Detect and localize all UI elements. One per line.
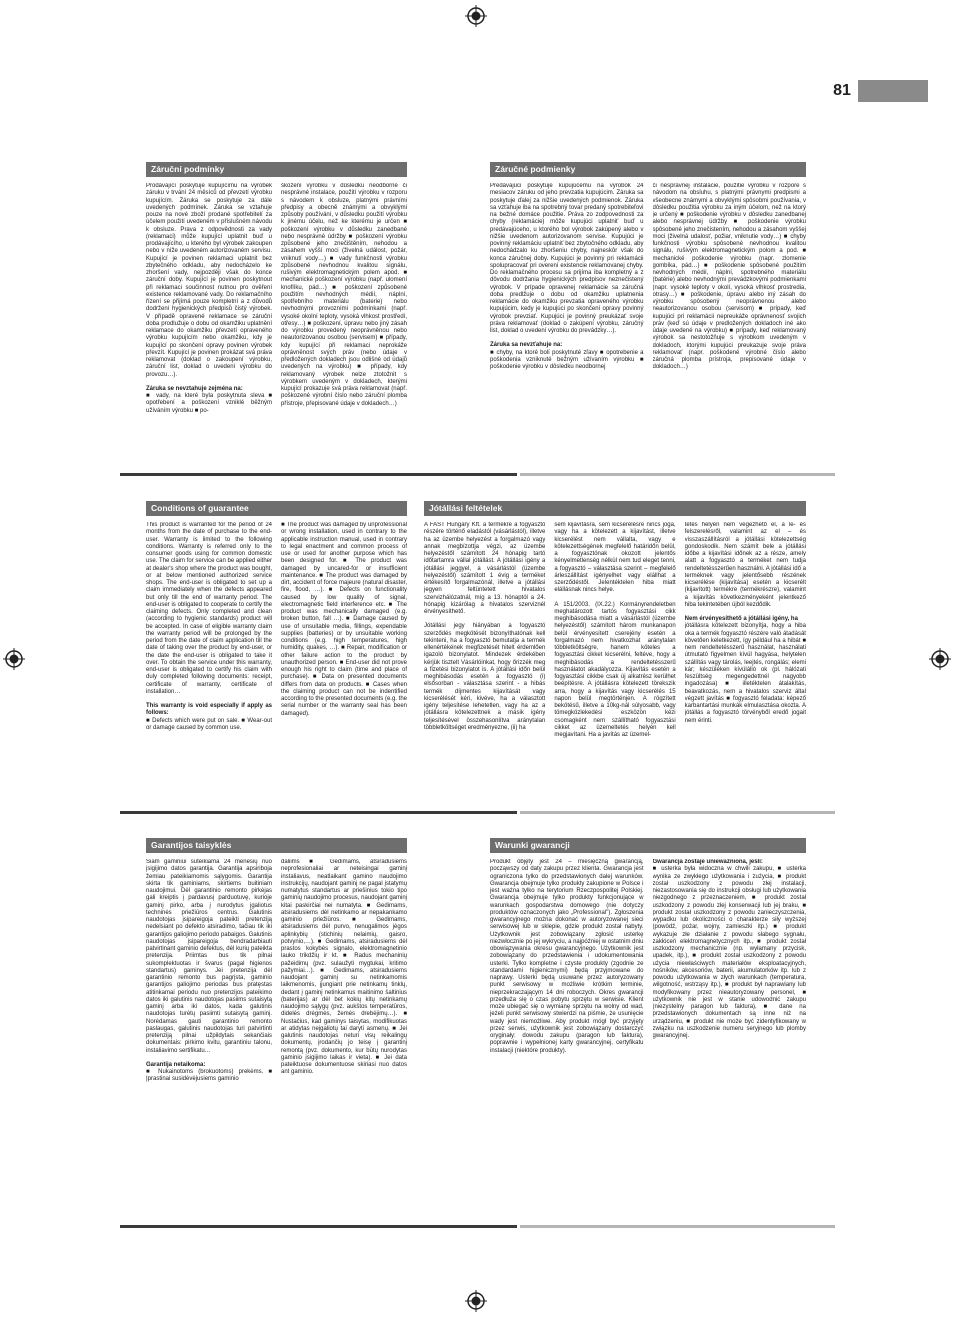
paragraph: A FAST Hungary Kft. a termékre a fogyasztó részére történő eladástól (vásárlástól), illetve ha az üzembe helyezést a forgalmazó vagy annak megbízottja végzi, az üzembe helyezéstől számított 24 hónapig tartó időtartamra vállal jótállást. A jótállási igény a jótállási jeggyel, a vásárlástól (üzembe helyezéstől) számított 1 évig a terméket értékesítő forgalmazónál, illetve a jótállási jegyen feltüntetett hivatalos szervizhálózatnál, míg a 13. hónaptól a 24. hónapig kizárólag a hivatalos szerviznél érvényesíthető. bbox=[424, 522, 546, 615]
text-column bbox=[146, 522, 272, 739]
paragraph: This product is warranted for the period of 24 months from the date of purchase to the end-user. Warranty is limited to the following conditions. Warranty is referred only to the consumer goods using for common domestic use. The claim for service can be applied either at dealer's shop where the product was bought, or at below mentioned authorized service shops. The end-user is obligated to set up a claim immediately when the defects appeared but only till the end of warranty period. The end-user is obligated to cooperate to certify the claiming defects. Only completed and clean (according to hygienic standards) product will be accepted. In case of eligible warranty claim the warranty period will be prolonged by the period from the date of claim application till the date of taking over the product by end-user, or the date the end-user is obligated to take it over. To obtain the service under this warranty, end-user is obligated to certify his claim with duly completed following documents: receipt, certificate of warranty, certificate of installation… bbox=[146, 522, 272, 695]
paragraph: ■ chyby, na ktoré bolí poskytnuté zľavy ■ opotrebenie a poškodenia vzniknuté bežným užívaním výrobku ■ poškodenie výrobku v dôsledku neodbornej bbox=[490, 349, 644, 370]
paragraph: ■ vady, na které byla poskytnuta sleva ■ opotřebení a poškození vzniklé běžným užíváním výrobku ■ po- bbox=[146, 393, 272, 414]
paragraph: škození výrobku v důsledku neodborné či nesprávné instalace, použití výrobku v rozporu s návodem k obsluze, platnými právními předpisy a obecně známými a obvyklými způsoby používání, v důsledku použití výrobku k jinému účelu, než ke kterému je určen ■ poškození výrobku v důsledku zanedbané nebo nesprávné údržby ■ poškození výrobku způsobené jeho znečištěním, nehodou a zásahem vyšší moci (živelná událost, požár, vniknutí vody…) ■ vady funkčnosti výrobku způsobené nevhodnou kvalitou signálu, rušivým elektromagnetickým polem apod. ■ mechanické poškození výrobku (např. ulomení knoflíku, pád…) ■ poškození způsobené použitím nevhodných médií, náplní, spotřebního materiálu (baterie) nebo nevhodnými provozními podmínkami (např. vysoké okolní teploty, vysoká vlhkost prostředí, otřesy…) ■ poškození, úpravu nebo jiný zásah do výrobku provedený neoprávněnou nebo neautorizovanou osobou (servisem) ■ případy, kdy kupující při reklamaci neprokáže oprávněnost svých práv (nebo údaje v předložených dokladech jsou odlišné od údajů uvedených na výrobku) ■ případy, kdy reklamovaný výrobek nelze ztotožnit s výrobkem uvedeným v dokladech, kterými kupující prokazuje svá práva reklamovat (např. poškozené výrobní číslo nebo záruční plomba přístroje, přepisované údaje v dokladech…) bbox=[281, 183, 407, 407]
section-divider bbox=[120, 1225, 835, 1228]
section-cz bbox=[146, 162, 407, 422]
text-column bbox=[554, 522, 675, 746]
text-column bbox=[146, 183, 272, 422]
section-sk bbox=[490, 162, 806, 379]
paragraph: Produkt objęty jest 24 – miesięczną gwarancją, począwszy od daty zakupu przez klienta. Gwarancja jest ograniczona tylko do przedstawionych dalej warunków. Gwarancja obejmuje tylko produkty zakupione w Polsce i jest ważna tylko na terytorium Rzeczpospolitej Polskiej. Gwarancja obejmuje tylko produkty funkcjonujące w warunkach gospodarstwa domowego (nie dotyczy produktów oznaczonych jako „Professional"). Zgłoszenia gwarancyjnego można dokonać w autoryzowanej sieci serwisowej lub w sklepie, gdzie produkt został nabyty. Użytkownik jest zobowiązany zgłosić usterkę niezwłocznie po jej wykryciu, a najpóźniej w ostatnim dniu obowiązywania okresu gwarancyjnego. Użytkownik jest zobowiązany do przedstawienia i udokumentowania usterki. Tylko kompletne i czyste produkty (zgodnie ze standardami higienicznymi) będą przyjmowane do naprawy. Usterki będą usuwane przez autoryzowany punkt serwisowy w możliwie krótkim terminie, nieprzekraczającym 14 dni roboczych. Okres gwarancji przedłuża się o czas pobytu sprzętu w serwisie. Klient może ubiegać się o wymianę sprzętu na wolny od wad, jeżeli punkt serwisowy stwierdzi na piśmie, że usunięcie wady jest niemożliwe. Aby produkt mógł być przyjęty przez serwis, użytkownik jest zobowiązany dostarczyć oryginały: dowodu zakupu (paragon lub faktura), poprawnie i wypełnionej karty gwarancyjnej, certyfikatu instalacji (niektóre produkty). bbox=[490, 859, 644, 1054]
section-title: Garantijos taisyklės bbox=[146, 838, 407, 853]
paragraph-heading: Záruka se nevztahuje zejména na: bbox=[146, 385, 243, 392]
text-column bbox=[653, 183, 807, 379]
paragraph-heading: Nem érvényesíthető a jótállási igény, ha bbox=[684, 616, 798, 622]
section-pl bbox=[490, 838, 806, 1062]
registration-mark-icon bbox=[465, 1290, 487, 1312]
paragraph: ■ Nukainotoms (brokuotoms) prekėms. ■ Įprastinai susidėvėjusiems gaminio bbox=[146, 1069, 272, 1083]
registration-mark-icon bbox=[929, 648, 951, 670]
paragraph: Predávajúci poskytuje kupujúcemu na výrobok 24 mesiacov záruku od jeho prevzatia kupujúcim. Záruka sa poskytuje ďalej za nižšie uvedených podmienok. Záruka sa vzťahuje iba na spotrebný tovar predaný spotrebiteľovi na bežné domáce použitie. Práva zo zodpovednosti za chyby (reklamácie) môže kupujúci uplatniť buď u predávajúceho, u ktorého bol výrobok zakúpený alebo v nižšie uvedenom autorizovanom servise. Kupujúci je povinný reklamáciu uplatniť bez zbytočného odkladu, aby nedochádzalo ku zhoršeniu chyby, najneskôr však do konca záručnej doby. Kupujúci je povinný pri reklamácii spolupracovať pri overení existencie reklamovanej chyby. Do reklamačného procesu sa prijíma iba kompletný a z dôvodu dodržania hygienických predpisov neznečistený výrobok. V prípade opravenej reklamácie sa záručná doba predlžuje o dobu od okamžiku uplatnenia reklamácie do okamžiku prevzatia opraveného výrobku kupujúcim, kedy je kupujúci po skončení opravy povinný výrobok prevziať. Kupujúci je povinný preukázať svoje práva reklamovať (doklad o zakúpení výrobku, záručný list, doklad o uvedení výrobku do prevádzky…). bbox=[490, 183, 644, 334]
section-title: Conditions of guarantee bbox=[146, 501, 407, 516]
text-column bbox=[490, 859, 644, 1062]
paragraph: ■ The product was damaged by unprofessional or wrong installation, used in contrary to the applicable instruction manual, used in contrary to legal enactment and common process of use or used for another purpose which has been designed for. ■ The product was damaged by uncared-for or insufficient maintenance. ■ The product was damaged by dirt, accident of force majeure (natural disaster, fire, flood, …). ■ Defects on functionality caused by low quality of signal, electromagnetic field interference etc. ■ The product was mechanically damaged (e.g. broken button, fall …). ■ Damage caused by use of unsuitable media, fillings, expendable supplies (batteries) or by unsuitable working conditions (e.g. high temperatures, high humidity, quakes, …). ■ Repair, modification or other failure action to the product by unauthorized person. ■ End-user did not prove enough his right to claim (time and place of purchase). ■ Data on presented documents differs from data on products. ■ Cases when the claiming product can not be indentified according to the presented documents (e.g. the serial number or the warranty seal has been damaged). bbox=[281, 522, 407, 717]
paragraph: daliims ■ Gedimams, atsiradusiems neprofesionaliai ar neteisingai gaminį instaliavus, neatlaikant gamino naudojimo instrukcijų, naudojant gaminį ne pagal įstatymų numatytus standartus ar priešinius tokio tipo gaminių naudojimo procesus, naudojant gaminį kitai paskirčiai nei numatyta. ■ Gedimams, atsiradusiems dėl netinkamo ar nepakankamo gaminio priežiūros. ■ Gedimams, atsiradusiems dėl purvo, nenugalimos jėgos aplinkybių (stichinių nelaimių, gaisro, potvynio,…). ■ Gedimams, atsiradusiems dėl prastos kokybės signalo, elektromagnetinio lauko trikdžių ir kt. ■ Radus mechaninių pažeidimų (pvz. sulaužyti mygtukai, kritimo pažymiai…). ■ Gedimams, atsiradusiems naudojant gaminį su netinkamomis laikmenomis, įjungiant prie netinkamų tinklų, dedant į gaminį netinkamus maitinimo šaltinius (baterijas) ar dėl bet kokių kitų netinkamų naudojimo sąlygų (pvz. aukštos temperatūros, didelės drėgmės, žemės drebėjimų…). ■ Nustačius, kad gaminys taisytas, modifikuotas ar atidytas neįgaliotų tai daryti asmenų. ■ Jei galutinis naudotojas neturi visų reikalingų dokumentų, įrodančių jo teisę į garantinį remontą (pvz. dokumento, kur būtų nurodytas gaminio įsigijimo laikas ir vieta). ■ Jei data pateiktuose dokumentuose skiriasi nuo datos ant gaminio. bbox=[281, 859, 407, 1076]
section-hu bbox=[424, 501, 806, 746]
registration-mark-icon bbox=[3, 648, 25, 670]
paragraph: ■ Defects which were put on sale. ■ Wear-out or damage caused by common use. bbox=[146, 717, 272, 731]
paragraph: Šiam gaminiui suteikiama 24 mėnesių nuo įsigijimo datos garantija. Garantija apsiriboja žemiau pateikiamomis sąlygomis. Garantija skirta tik gaminiams, skirtiems buitiniam naudojimui. Dėl garantinio remonto pirkėjas gali kreiptis į pardavusį parduotuvę, kurioje gaminį pirko, arba į nurodytus įgaliotus techninės priežiūros centrus. Galutinis naudotojas įsipareigoja pateikti pretenziją nedelsiant po defekto atsiradimo, tačiau tik iki garantijos galiojimo periodo pabaigos. Galutinis naudotojas įsipareigoja bendradarbiauti patvirtinant gaminio defektus, dėl kurių pateikta pretenzija. Priimtas bus tik pilnai sukomplektuotas ir švarus (pagal higienos standartus) gaminys. Jei pretenzija dėl garantinio remonto bus pagrįsta, gaminio garantijos galiojimo periodas bus pratęstas atitinkamai periodu nuo pretenzijos pateikimo datos iki galutinis naudotojas pasiims sutaisytą gaminį arba iki datos, kada galutinis naudotojas turėtų pasiimti sutaisytą gaminį. Norėdamas gauti garantinio remonto paslaugas, galutinis naudotojas turi patvirtinti pretenziją pilnai užpildytais sekančiais dokumentais: pirkimo kvitu, garantiniu talonu, instaliavimo sertifikatu… bbox=[146, 859, 272, 1054]
text-column bbox=[146, 859, 272, 1091]
paragraph-heading: Záruka sa nevzťahuje na: bbox=[490, 342, 563, 349]
text-column bbox=[490, 183, 644, 379]
page-number-tab bbox=[826, 80, 928, 102]
section-title: Záručné podmienky bbox=[490, 162, 806, 177]
paragraph-heading: Garantija netaikoma: bbox=[146, 1061, 206, 1068]
section-divider bbox=[120, 811, 835, 814]
text-column bbox=[685, 522, 806, 746]
text-column bbox=[281, 859, 407, 1091]
paragraph-heading: Gwarancja zostaje unieważniona, jeśli: bbox=[652, 859, 763, 865]
paragraph: ■ usterka była widoczna w chwili zakupu, ■ usterka wynika ze zwykłego użytkowania i zużycia, ■ produkt został uszkodzony z powodu złej instalacji, niezastosowania się do instrukcji obsługi lub użytkowania niezgodnego z przeznaczeniem, ■ produkt został uszkodzony z powodu złej konserwacji lub jej braku, ■ produkt został uszkodzony z powodu zanieczyszczenia, wypadku lub okoliczności o charakterze siły wyższej (powódź, pożar, wojny, zamieszki itp.) ■ produkt wykazuje złe działanie z powodu słabego sygnału, zakłóceń elektromagnetycznych itp., ■ produkt został uszkodzony mechanicznie (np. wyłamany przycisk, upadek, itp.), ■ produkt został uszkodzony z powodu użycia niewłaściwych materiałów eksploatacyjnych, nośników, akcesoriów, baterii, akumulatorków itp. lub z powodu użytkowania w złych warunkach (temperatura, wilgotność, wstrząsy itp.), ■ produkt był naprawiany lub modyfikowany przez nieautoryzowany personel, ■ użytkownik nie jest w stanie udowodnić zakupu (niezystelny paragon lub faktura), ■ dane na przedstawionych dokumentach są inne niż na urządzeniu, ■ produkt nie może być zidentyfikowany w związku na uszkodzenie numeru seryjnego lub plomby gwarancyjnej. bbox=[652, 866, 806, 1039]
paragraph: A 151/2003. (IX.22.) Kormányrendeletben meghatározott tartós fogyasztási cikk meghibásodása miatt a vásárlástól (üzembe helyezéstől) számított három munkanapon belül érvényesített cserejény esetén a forgalmazó nem hivatkozhat aránytalan többletköltségre, hanem köteles a fogyasztási cikket kicserélni, feltéve, hogy a meghibásodás a rendeltetésszerű használatot akadályozza. Kijavítás esetén a fogyasztási cikkbe csak új alkatrész kerülhet beépítésre. A jótállásra kötelezett törekszik arra, hogy a kijavítás vagy kicserélés 15 napon belül megtörténjen. A rögzített bekötésű, illetve a 10kg-nál súlyosabb, vagy tömegközlekedési eszközön kézi csomagként nem szállítható fogyasztási cikket az üzemeltetés helyén kell megjavítani. Ha a javítás az üzemel- bbox=[554, 601, 676, 738]
section-en bbox=[146, 501, 407, 739]
paragraph: sem kijavításra, sem kicserélésre nincs joga, vagy ha a kötelezett a kijavítást, illetve kicserélést nem vállalta, vagy e kötelezettségének megfelelő határidőn belül, a fogyasztónak okozott jelentős kényelmetlenség nélkül nem tud eleget tenni, a fogyasztó – választása szerint – megfelelő árleszállítást igényelhet vagy elállhat a szerződéstől. Jelentéktelen hiba miatt elállásnak nincs helye. bbox=[554, 522, 676, 594]
paragraph: či nesprávnej inštalácie, použitie výrobku v rozpore s návodom na obsluhu, s platnými právnymi predpismi a všeobecne známymi a obvyklými spôsobmi používania, v dôsledku použitia výrobku za iným účelom, než na ktorý je určený ■ poškodenie výrobku v dôsledku zanedbanej alebo nesprávnej údržby ■ poškodenie výrobku spôsobené jeho znečistením, nehodou a zásahom vyššej moci (živelná udalosť, požiar, vniknutie vody…) ■ chyby funkčnosti výrobku spôsobené nevhodnou kvalitou signálu, rušivým elektromagnetickým polom a pod. ■ mechanické poškodenie výrobku (napr. zlomenie gombíka, pád…) ■ poškodenie spôsobené použitím nevhodných médií, náplní, spotrebného materiálu (batérie) alebo nevhodnými prevádzkovými podmienkami (napr. vysoké teploty v okolí, vysoká vlhkosť prostredia, otrasy…) ■ poškodenie, úpravu alebo iný zásah do výrobku spôsobený neoprávnenou alebo neautorizovanou osobou (servisom) ■ prípady, keď kupujúci pri reklamácii nepreukáže oprávnenosť svojich práv (keď sú údaje v predložených dokladoch iné ako údaje uvedené na výrobku) ■ prípady, keď reklamovaný výrobok sa nestotožňuje s výrobkom uvedeným v dokladoch, ktorými kupujúci preukazuje svoje práva reklamovať (napr. poškodené výrobné číslo alebo záručná plomba prístroja, prepisované údaje v dokladoch…) bbox=[652, 183, 806, 371]
section-divider bbox=[120, 473, 835, 476]
paragraph: Jótállási jegy hiányában a fogyasztó szerződés megkötését bizonyíthatónak kell tekinteni, ha a fogyasztó bemutatja a termék ellenértékének megfizetését hitelt érdemlően igazoló bizonylatot. Mindezek érdekében kérjük tisztelt Vásárlóinkat, hogy őrizzék meg a fizetési bizonylatot is. A jótállási időn belül meghibásodás esetén a fogyasztó (i) elsősorban - választása szerint - a hibás termék díjmentes kijavítását vagy kicserélését kéri, kivéve, ha a választott igény teljesítése lehetetlen, vagy ha az a jótállásra kötelezettnek a másik igény teljesítésével összehasonlítva aránytalan többletköltséget eredményezne, (ii) ha bbox=[424, 623, 546, 731]
section-lt bbox=[146, 838, 407, 1091]
text-column bbox=[653, 859, 807, 1062]
page-number: 81 bbox=[826, 80, 858, 102]
paragraph-heading: This warranty is void especially if apply as follows: bbox=[146, 703, 272, 717]
text-column bbox=[424, 522, 545, 746]
paragraph: jótállásra kötelezett bizonyítja, hogy a hiba oka a termék fogyasztó részére való átadását követően keletkezett, így például ha a hibát ■ nem rendeltetésszerű használat, használati útmutató figyelmen kívül hagyása, helytelen szállítás vagy tárolás, leejtés, rongálás; elemi kár; készüléken kívülálló ok (pl. hálózati feszültség megengedettnél nagyobb ingadozása) ■ illetéktelen átalakítás, beavatkozás, nem a hivatalos szerviz által végzett javítás ■ fogyasztó feladata: képező karbantartási munkák elmulasztása okozta. A jótállás a fogyasztó törvényből eredő jogait nem érinti. bbox=[684, 623, 806, 724]
section-title: Warunki gwarancji bbox=[490, 838, 806, 853]
text-column bbox=[281, 522, 407, 739]
registration-mark-icon bbox=[465, 5, 487, 27]
paragraph: Prodávající poskytuje kupujícímu na výrobek záruku v trvání 24 měsíců od převzetí výrobku kupujícím. Záruka se poskytuje za dále uvedených podmínek. Záruka se vztahuje pouze na nové zboží prodané spotřebitelí za účelem použití uvedeném v příslušném návodu k obsluze. Prava z odpovědnosti za vady (reklamaci) může kupující uplatnit buď u prodávajícího, u kterého byl výrobek zakoupen nebo v níže uvedeném autorizovaném servisu. Kupující je povinen reklamaci uplatnit bez zbytečného odkladu, aby nedocházelo ke zhoršení vady, nejpozději však do konce záruční doby. Kupující je povinen poskytnout při reklamaci součinnost nutnou pro ověření existence reklamované vady. Do reklamačního řízení se přijímá pouze kompletní a z důvodů dodržení hygienických předpisů čistý výrobek. V případě opravené reklamace se záruční doba prodlužuje o dobu od okamžiku uplatnění reklamace do okamžiku převzetí opraveného výrobku kupujícím nebo okamžiku, kdy je kupující po skončení opravy povinen výrobek převzít. Kupující je povinen prokázat svá práva reklamovat (doklad o zakoupení výrobku, záruční list, doklad o uvedení výrobku do provozu…). bbox=[146, 183, 272, 378]
paragraph: tetés helyén nem végezhető el, a le- és felszerelésről, valamint az el – és visszaszállításról a jótállási kötelezettség gondoskodik. Nem számít bele a jótállási időbe a kijavítási időnek az a része, amely alatt a fogyasztó a terméket nem tudja rendeltetésszerűen használni. A jótállási idő a terméknek vagy jelentősebb részének kicserélése (kijavítása) esetén a kicserélt (kijavított) termékre (termékrészre), valamint a kijavítás következményeként jelentkező hiba tekintetében újból kezdődik. bbox=[684, 522, 806, 608]
section-title: Jótállási feltételek bbox=[424, 501, 806, 516]
text-column bbox=[281, 183, 407, 422]
section-title: Záruční podmínky bbox=[146, 162, 407, 177]
